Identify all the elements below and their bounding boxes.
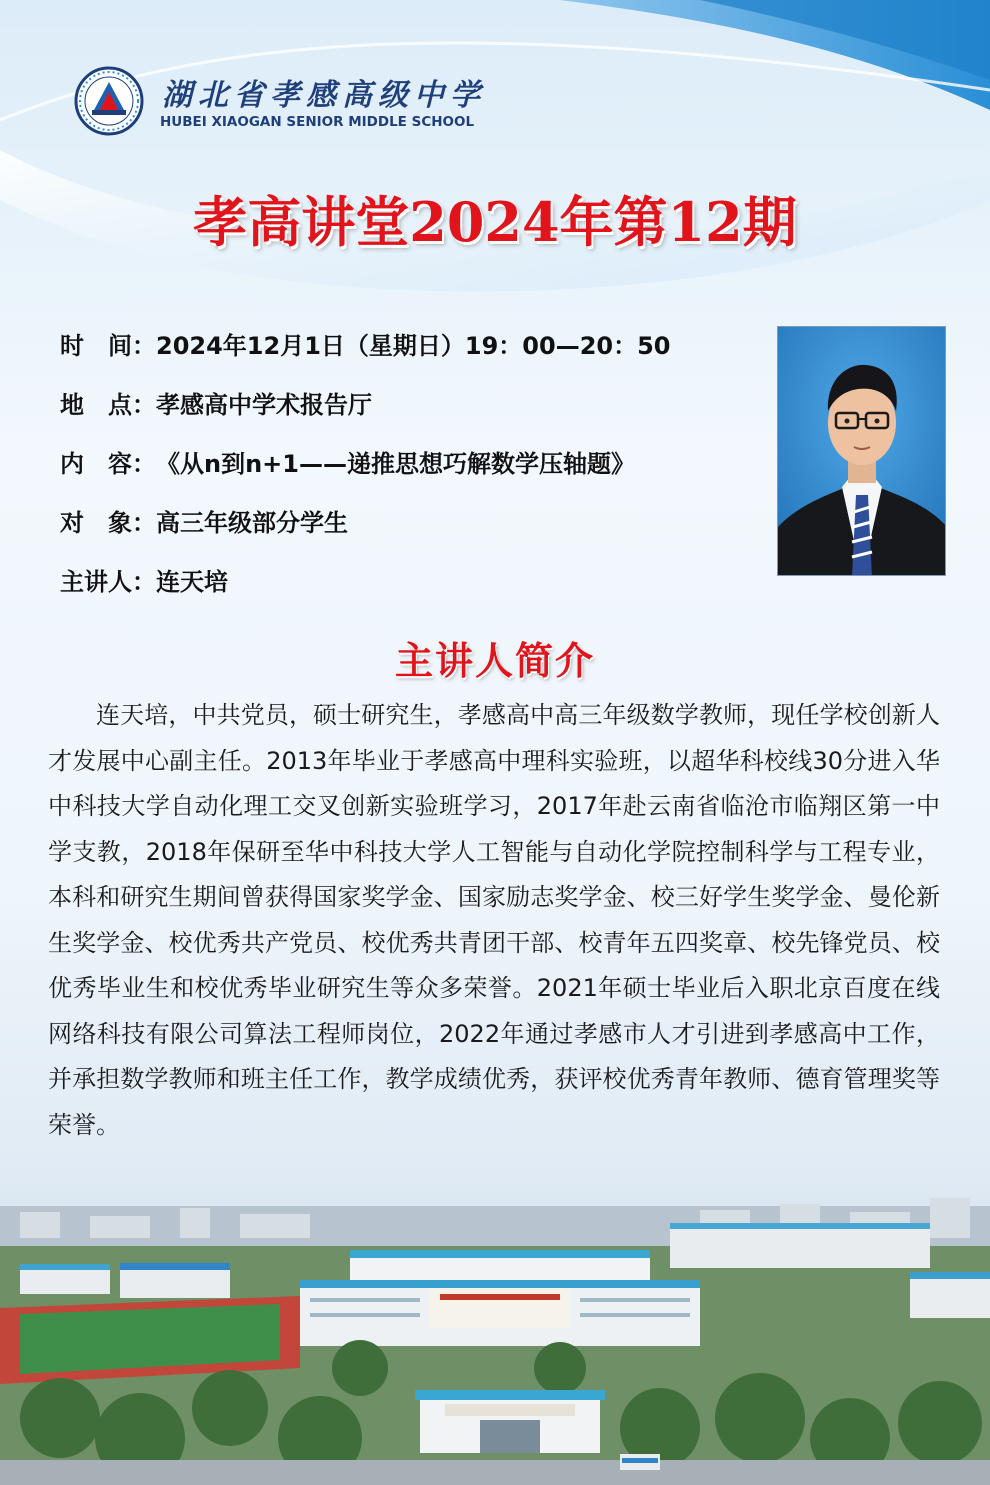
info-value: 孝感高中学术报告厅 [156,391,372,419]
speaker-portrait [778,327,946,576]
info-value: 2024年12月1日（星期日）19：00—20：50 [156,332,671,360]
info-speaker [60,562,228,597]
info-value: 《从n到n+1——递推思想巧解数学压轴题》 [156,450,635,478]
info-label: 时 间 [60,332,132,360]
school-name-en: HUBEI XIAOGAN SENIOR MIDDLE SCHOOL [160,114,475,130]
info-colon: ： [132,568,156,596]
info-value: 高三年级部分学生 [156,509,348,537]
speaker-photo [777,326,946,576]
section-heading: 主讲人简介 [394,639,595,683]
school-logo-icon [74,66,144,136]
info-label: 地 点 [60,391,132,419]
school-header [74,66,494,136]
info-place [60,385,372,420]
info-audience [60,503,348,538]
page-title: 孝高讲堂2024年第12期 [193,190,797,254]
info-label: 内 容 [60,450,132,478]
info-colon: ： [132,391,156,419]
info-label: 对 象 [60,509,132,537]
info-colon: ： [132,509,156,537]
info-colon: ： [132,332,156,360]
info-label: 主讲人 [60,568,132,596]
speaker-bio: 连天培，中共党员，硕士研究生，孝感高中高三年级数学教师，现任学校创新人才发展中心副主任。2013年毕业于孝感高中理科实验班，以超华科校线30分进入华中科技大学自动化理工交叉创新实验班学习，2017年赴云南省临沧市临翔区第一中学支教，2018年保研至华中科技大学人工智能与自动化学院控制科学与工程专业，本科和研究生期间曾获得国家奖学金、国家励志奖学金、校三好学生奖学金、曼伦新生奖学金、校优秀共产党员、校优秀共青团干部、校青年五四奖章、校先锋党员、校优秀毕业生和校优秀毕业研究生等众多荣誉。2021年硕士毕业后入职北京百度在线网络科技有限公司算法工程师岗位，2022年通过孝感市人才引进到孝感高中工作，并承担数学教师和班主任工作，教学成绩优秀，获评校优秀青年教师、德育管理奖等荣誉。 [48,701,940,1139]
school-name-cn: 湖北省孝感高级中学 [162,78,486,113]
campus-aerial-image [0,1168,990,1485]
info-time [60,326,671,361]
info-content [60,444,635,479]
info-colon: ： [132,450,156,478]
background-swoosh [0,0,990,330]
info-value: 连天培 [156,568,228,596]
